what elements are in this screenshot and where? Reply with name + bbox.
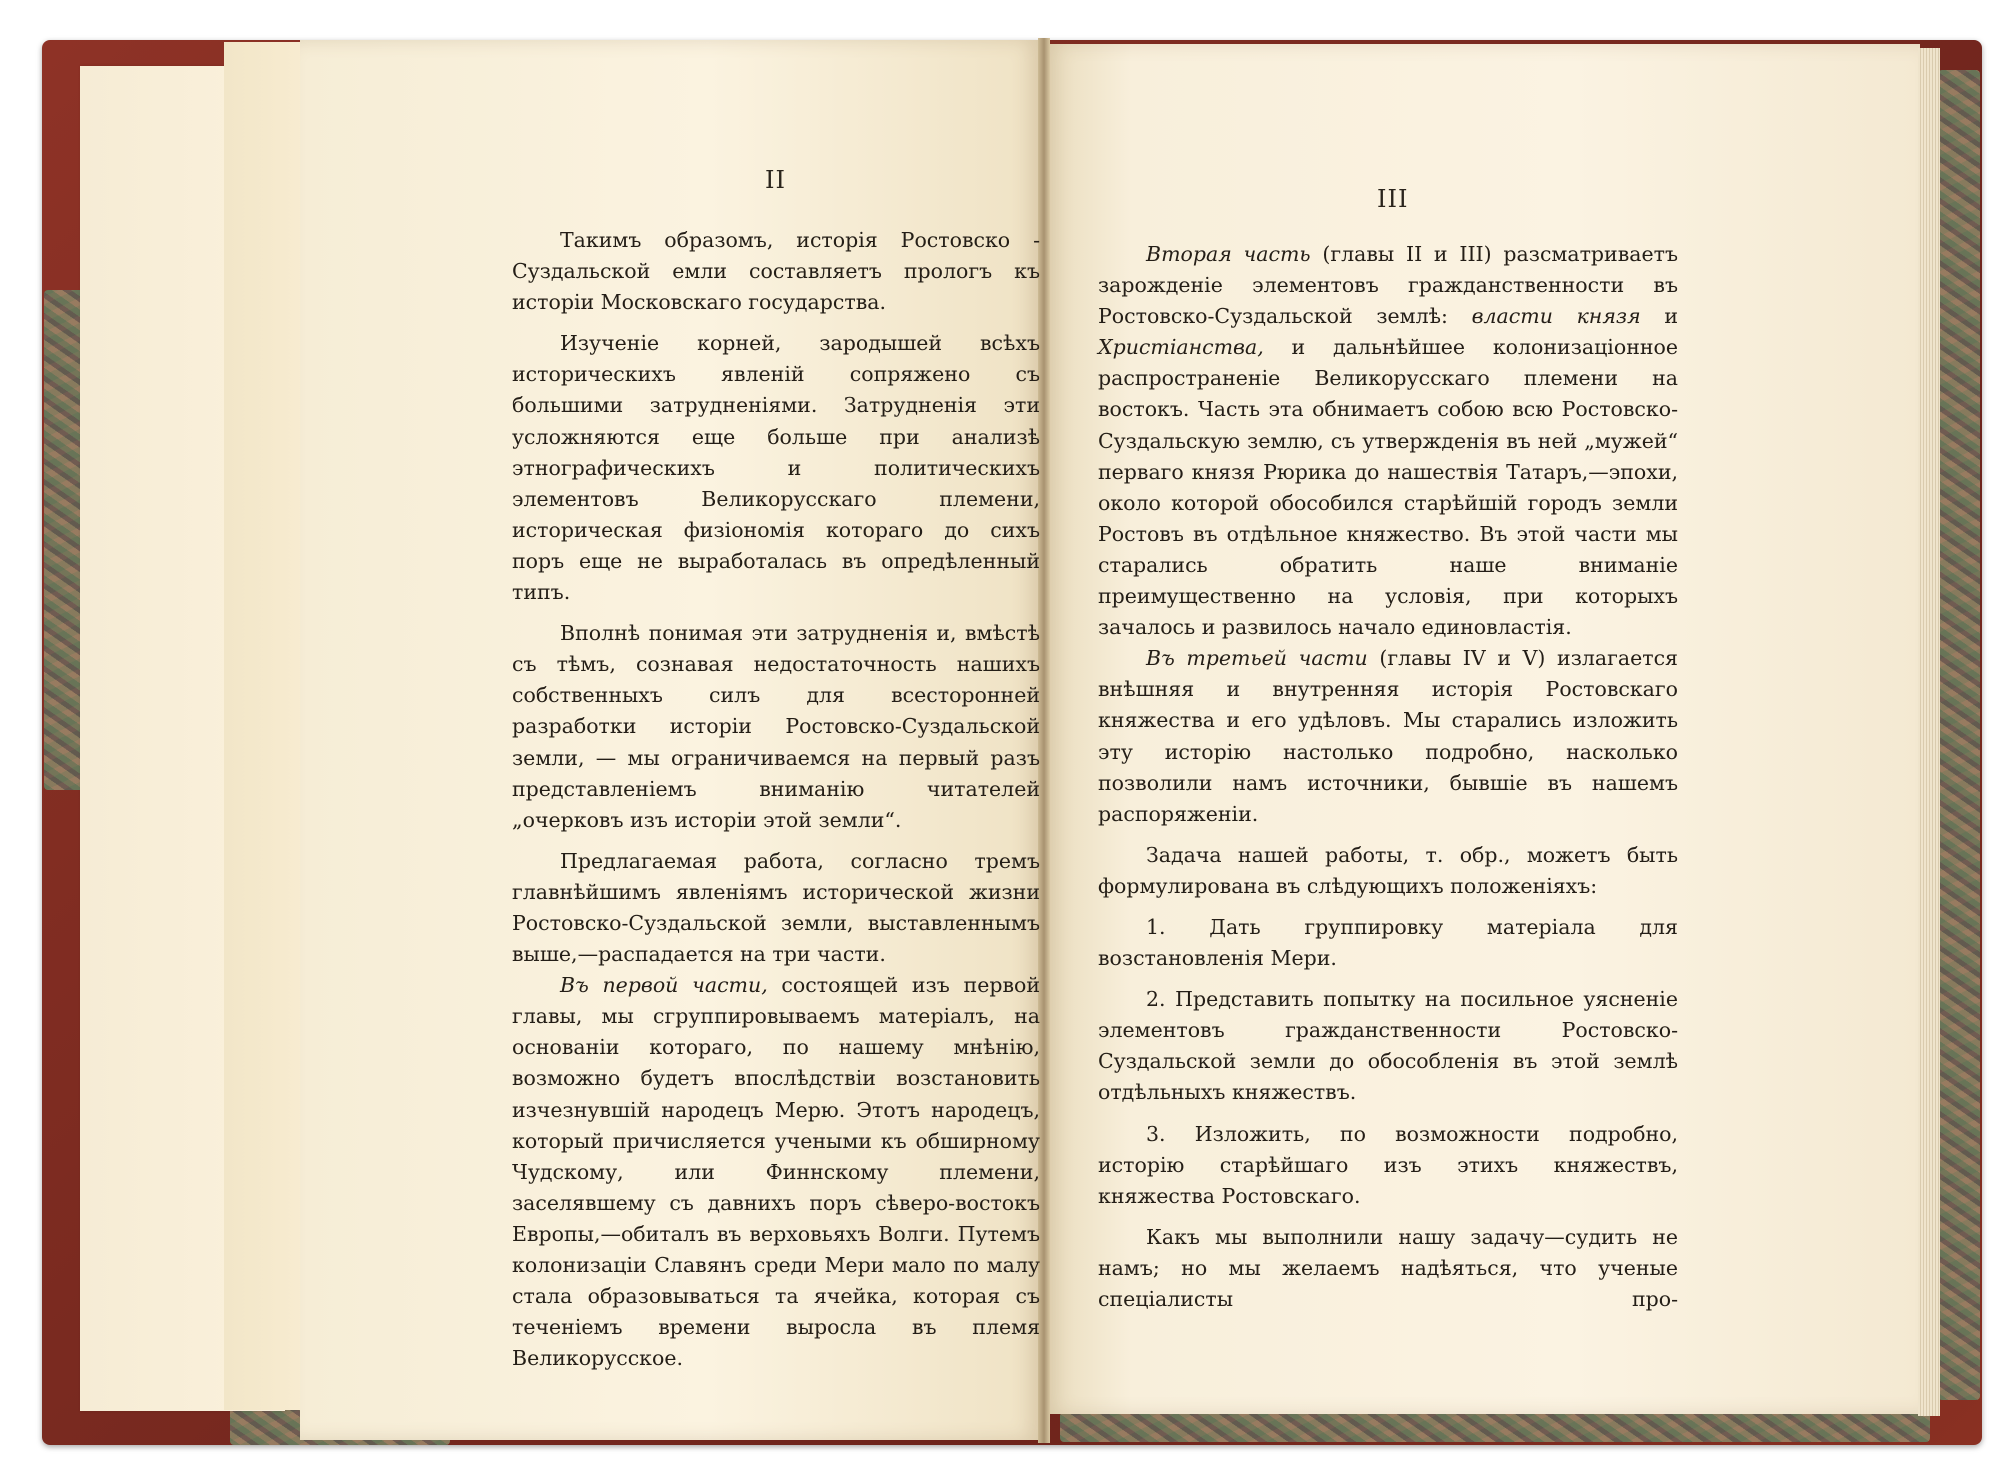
right-p1-italic-b: власти князя bbox=[1471, 304, 1641, 329]
right-p2-body: (главы IV и V) излагается внѣшняя и внутренняя исторія Ростовскаго княжества и его удѣловъ. Мы старались изложить эту исторію настолько подробно, насколько позволили намъ источники, бывшіе въ нашемъ распоряженіи. bbox=[1098, 646, 1678, 826]
right-paragraph-1 bbox=[1098, 239, 1678, 643]
right-paragraph-6: 3. Изложить, по возможности подробно, исторію старѣйшаго изъ этихъ княжествъ, княжества Ростовскаго. bbox=[1098, 1121, 1678, 1208]
left-paragraph-3: Вполнѣ понимая эти затрудненія и, вмѣстѣ съ тѣмъ, сознавая недостаточность нашихъ собственныхъ силъ для всесторонней разработки исторіи Ростовско-Суздальской земли, — мы ограничиваемся на первый разъ представленіемъ вниманію читателей „очерковъ изъ исторіи этой земли“. bbox=[512, 621, 1040, 832]
right-paragraph-4: 1. Дать группировку матеріала для возстановленія Мери. bbox=[1098, 914, 1678, 971]
right-p1-a: (главы II и III) разсматриваетъ зарожденіе элементовъ гражданственности въ Ростовско-Суздальской землѣ: bbox=[1098, 242, 1678, 329]
left-page-text bbox=[512, 225, 1040, 1384]
right-paragraph-7: Какъ мы выполнили нашу задачу—судить не намъ; но мы желаемъ надѣяться, что ученые спеціалисты про- bbox=[1098, 1224, 1678, 1311]
left-paragraph-4: Предлагаемая работа, согласно тремъ главнѣйшимъ явленіямъ исторической жизни Ростовско-Суздальской земли, выставленнымъ выше,—распадается на три части. bbox=[512, 848, 1040, 967]
right-page-number: III bbox=[1377, 185, 1409, 213]
right-p1-italic-a: Вторая часть bbox=[1146, 242, 1311, 266]
left-paragraph-2: Изученіе корней, зародышей всѣхъ историческихъ явленій сопряжено съ большими затрудненіями. Затрудненія эти усложняются еще больше при анализѣ этнографическихъ и политическихъ элементовъ Великорусскаго племени, историческая физіономія котораго до сихъ поръ еще не выработалась въ опредѣленный типъ. bbox=[512, 331, 1040, 605]
page-edges bbox=[1918, 48, 1940, 1416]
left-paragraph-5 bbox=[512, 970, 1040, 1374]
right-paragraph-3: Задача нашей работы, т. обр., можетъ быть формулирована въ слѣдующихъ положеніяхъ: bbox=[1098, 842, 1678, 898]
right-p1-b: и bbox=[1640, 304, 1678, 329]
left-page-number: II bbox=[765, 166, 786, 194]
right-p2-italic: Въ третьей части bbox=[1146, 646, 1368, 671]
right-paragraph-2 bbox=[1098, 643, 1678, 830]
flyleaf bbox=[224, 42, 309, 1410]
right-page-text bbox=[1098, 239, 1678, 1325]
marbled-board-right bbox=[1938, 70, 1980, 1400]
left-paragraph-1: Такимъ образомъ, исторія Ростовско - Суздальской емли составляетъ прологъ къ исторіи Московскаго государства. bbox=[512, 228, 1040, 315]
left-paragraph-5-italic: Въ первой части, bbox=[560, 973, 768, 998]
marbled-board-bottom-right bbox=[1060, 1412, 1930, 1442]
marbled-board-left-top bbox=[44, 290, 84, 790]
right-p1-italic-c: Христіанства, bbox=[1098, 335, 1264, 360]
right-paragraph-5: 2. Представить попытку на посильное уясненіе элементовъ гражданственности Ростовско-Суздальской земли до обособленія въ этой землѣ отдѣльныхъ княжествъ. bbox=[1098, 987, 1678, 1105]
left-paragraph-5-body: состоящей изъ первой главы, мы сгруппировываемъ матеріалъ, на основаніи котораго, по нашему мнѣнію, возможно будетъ впослѣдствіи возстановить изчезнувшій народецъ Мерю. Этотъ народецъ, который причисляется учеными къ обширному Чудскому, или Финнскому племени, заселявшему съ давнихъ поръ сѣверо-востокъ Европы,—обиталъ въ верховьяхъ Волги. Путемъ колонизаціи Славянъ среди Мери мало по малу стала образовываться та ячейка, которая съ теченіемъ времени выросла въ племя Великорусское. bbox=[512, 973, 1040, 1371]
right-p1-c: и дальнѣйшее колонизаціонное распространеніе Великорусскаго племени на востокъ. Часть эта обнимаетъ собою всю Ростовско-Суздальскую землю, съ утвержденія въ ней „мужей“ перваго князя Рюрика до нашествія Татаръ,—эпохи, около которой обособился старѣйшій городъ земли Ростовъ въ отдѣльное княжество. Въ этой части мы старались обратить наше вниманіе преимущественно на условія, при которыхъ зачалось и развилось начало единовластія. bbox=[1098, 335, 1678, 640]
